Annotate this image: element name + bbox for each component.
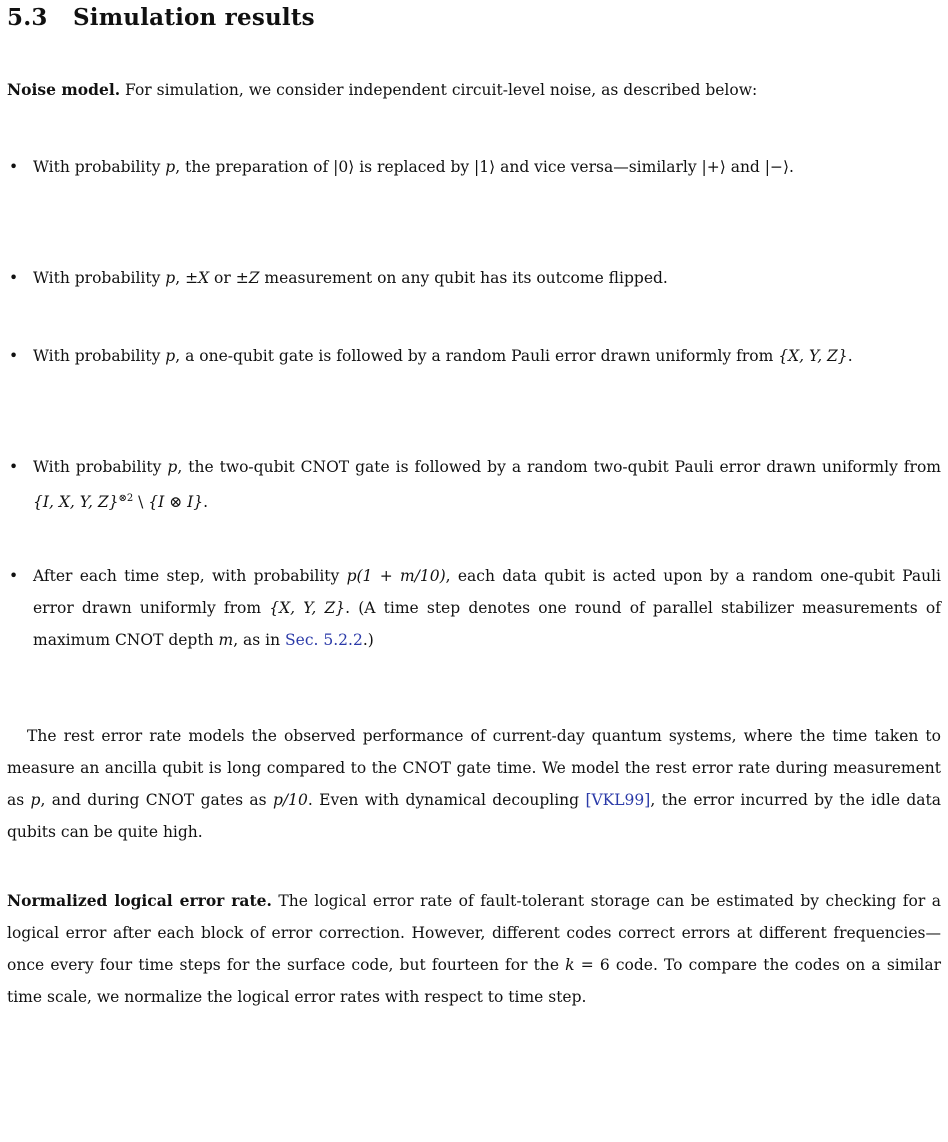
list-item: [7, 262, 941, 294]
math-set: {I ⊗ I}: [148, 493, 204, 512]
noise-model-intro: For simulation, we consider independent circuit-level noise, as described below:: [125, 81, 758, 99]
math-set: {X, Y, Z}: [269, 599, 346, 617]
math-var: p: [30, 791, 41, 809]
text: With probability: [33, 347, 166, 365]
math-superscript: ⊗2: [118, 493, 134, 504]
text: , as in: [233, 631, 286, 649]
text: With probability: [33, 269, 166, 287]
math-var: Z: [248, 269, 260, 287]
rest-error-paragraph: [7, 720, 941, 848]
text: . (A time step denotes one round of parallel stabilizer measurements of maximum CNOT depth: [33, 599, 941, 649]
section-heading: [7, 4, 315, 31]
text: \: [133, 493, 149, 512]
text: , the two-qubit CNOT gate is followed by a random two-qubit Pauli error drawn uniformly from: [177, 458, 941, 476]
list-item: [7, 451, 941, 518]
text: = 6: [574, 956, 610, 974]
math-var: k: [565, 956, 575, 974]
bullet-marker: •: [9, 347, 19, 365]
section-reference-link[interactable]: Sec. 5.2.2: [285, 631, 363, 649]
bullet-marker: •: [9, 269, 19, 287]
text: , ±: [175, 269, 199, 287]
math-var: p: [165, 347, 176, 365]
text: , a one-qubit gate is followed by a random Pauli error drawn uniformly from: [175, 347, 779, 365]
text: With probability: [33, 158, 166, 176]
text: code. To compare the codes on a similar time scale, we normalize the logical error rates with respect to time step.: [7, 956, 941, 1006]
math-var: X: [198, 269, 210, 287]
list-item: [7, 151, 941, 183]
math-set: {X, Y, Z}: [778, 347, 848, 365]
bullet-marker: •: [9, 458, 19, 476]
section-title: Simulation results: [73, 4, 315, 31]
text: or ±: [209, 269, 249, 287]
text: , the preparation of |0⟩ is replaced by |1⟩ and vice versa—similarly |+⟩ and |−⟩.: [175, 158, 794, 176]
text: , each data qubit is acted upon by a random one-qubit Pauli error drawn uniformly from: [33, 567, 941, 617]
text: .: [847, 347, 853, 365]
math-var: p: [165, 158, 176, 176]
text: measurement on any qubit has its outcome flipped.: [259, 269, 668, 287]
text: After each time step, with probability: [33, 567, 347, 585]
bullet-marker: •: [9, 567, 19, 585]
normalized-error-paragraph: [7, 885, 941, 1013]
list-item: [7, 340, 941, 372]
text: .): [362, 631, 374, 649]
normalized-label: Normalized logical error rate.: [7, 891, 272, 910]
noise-model-label: Noise model.: [7, 80, 121, 99]
math-var: p: [167, 458, 178, 476]
text: The logical error rate of fault-tolerant storage can be estimated by checking for a logical error after each block of error correction. However, different codes correct errors at different frequencies—once every four time steps for the surface code, but fourteen for the: [7, 892, 941, 974]
text: .: [203, 493, 209, 512]
math-expression: p(1 + m/10): [346, 567, 446, 585]
list-item: [7, 560, 941, 656]
section-number: 5.3: [7, 4, 48, 31]
text: With probability: [33, 458, 168, 476]
text: . Even with dynamical decoupling: [307, 791, 586, 809]
noise-model-paragraph: [7, 74, 941, 106]
math-set: {I, X, Y, Z}: [33, 493, 119, 512]
math-expression: p/10: [272, 791, 308, 809]
citation-link[interactable]: [VKL99]: [585, 791, 651, 809]
text: , and during CNOT gates as: [40, 791, 273, 809]
math-var: p: [165, 269, 176, 287]
text: , the error incurred by the idle data qubits can be quite high.: [7, 791, 941, 841]
bullet-marker: •: [9, 158, 19, 176]
text: The rest error rate models the observed performance of current-day quantum systems, where the time taken to measure an ancilla qubit is long compared to the CNOT gate time. We model the rest error rate during measurement as: [7, 727, 941, 809]
math-var: m: [218, 631, 234, 649]
